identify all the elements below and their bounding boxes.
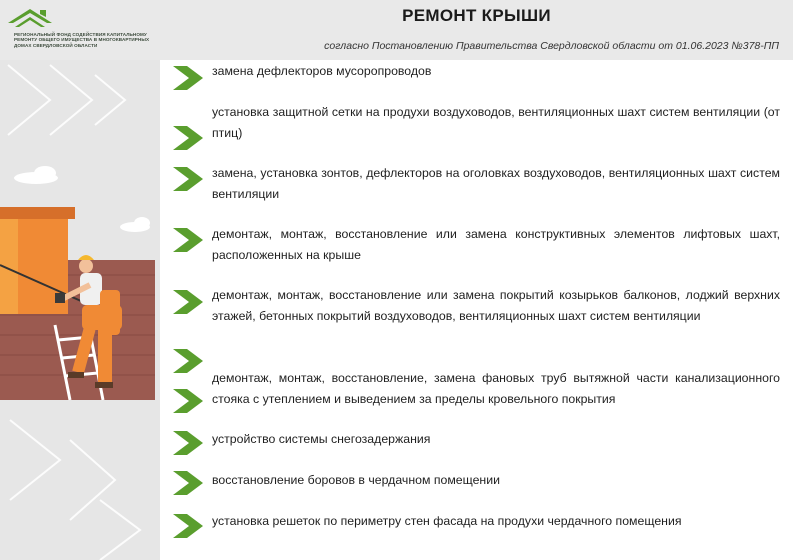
chevron-right-icon — [173, 167, 205, 191]
chevron-right-icon — [173, 66, 205, 90]
list-item: демонтаж, монтаж, восстановление или замена конструктивных элементов лифтовых шахт, расположенных на крыше — [212, 227, 780, 262]
chevron-right-icon — [173, 349, 205, 373]
list-item: устройство системы снегозадержания — [212, 432, 431, 446]
roofer-worker-illustration — [0, 60, 160, 560]
house-roof-logo-icon — [6, 5, 66, 31]
chevron-right-icon — [173, 431, 205, 455]
chevron-right-icon — [173, 471, 205, 495]
page-title: РЕМОНТ КРЫШИ — [402, 6, 551, 25]
chevron-right-icon — [173, 389, 205, 413]
list-item: установка решеток по периметру стен фасада на продухи чердачного помещения — [212, 514, 682, 528]
list-item: замена дефлекторов мусоропроводов — [212, 64, 432, 78]
page-subtitle: согласно Постановлению Правительства Свердловской области от 01.06.2023 №378-ПП — [324, 40, 779, 52]
list-item: демонтаж, монтаж, восстановление, замена фановых труб вытяжной части канализационного стояка с утеплением и выведением за пределы кровельного покрытия — [212, 371, 780, 406]
chevron-right-icon — [173, 290, 205, 314]
logo — [6, 5, 156, 55]
list-item: демонтаж, монтаж, восстановление или замена покрытий козырьков балконов, лоджий верхних этажей, бетонных покрытий воздуховодов, вентиляционных шахт систем вентиляции — [212, 288, 780, 323]
chevron-right-icon — [173, 228, 205, 252]
logo-text: РЕГИОНАЛЬНЫЙ ФОНД СОДЕЙСТВИЯ КАПИТАЛЬНОМУ РЕМОНТУ ОБЩЕГО ИМУЩЕСТВА В МНОГОКВАРТИРНЫХ ДОМАХ СВЕРДЛОВСКОЙ ОБЛАСТИ — [14, 32, 150, 48]
chevron-right-icon — [173, 126, 205, 150]
header — [0, 0, 793, 60]
left-illustration-panel — [0, 60, 160, 560]
list-item: восстановление боровов в чердачном помещении — [212, 473, 500, 487]
list-item: замена, установка зонтов, дефлекторов на оголовках воздуховодов, вентиляционных шахт систем вентиляции — [212, 166, 780, 201]
list-item: установка защитной сетки на продухи воздуховодов, вентиляционных шахт систем вентиляции (от птиц) — [212, 105, 780, 140]
chevron-right-icon — [173, 514, 205, 538]
